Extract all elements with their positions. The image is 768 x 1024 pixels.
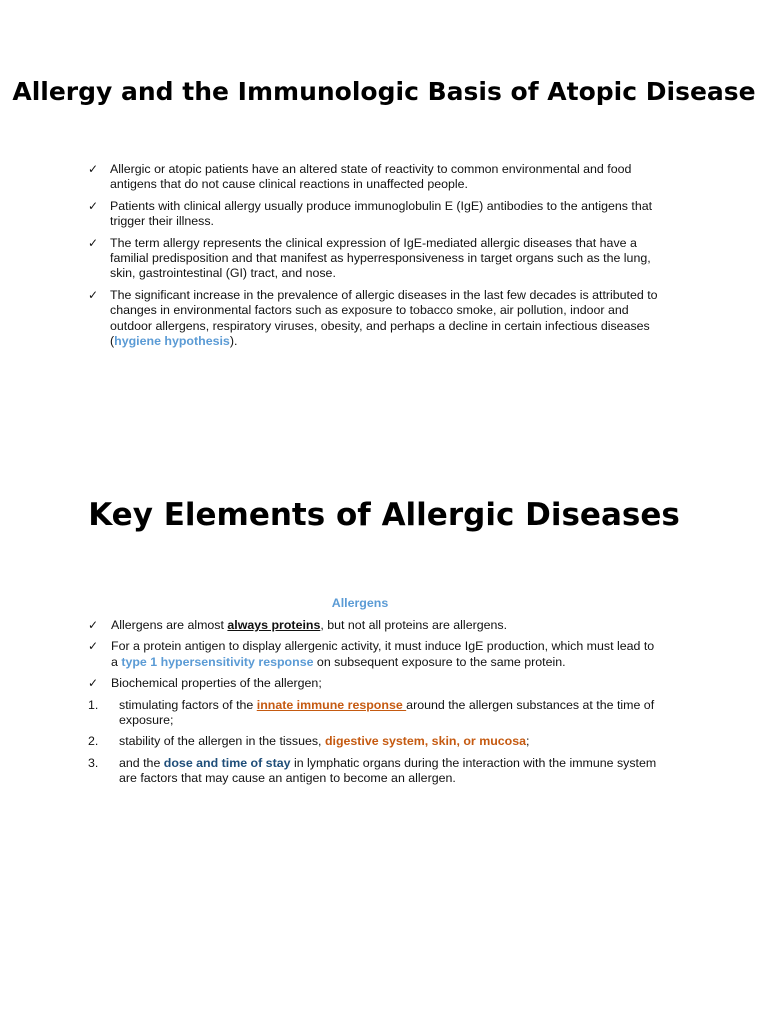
list-number: 2. [88, 734, 99, 749]
numbered-text [119, 734, 529, 748]
bullet-text: The term allergy represents the clinical expression of IgE-mediated allergic diseases that have a familial predisposition and that manifest as hyperresponsiveness in target organs such as the lung, skin, gastrointestinal (GI) tract, and nose. [110, 235, 651, 281]
type1-hypersensitivity-highlight: type 1 hypersensitivity response [121, 654, 314, 669]
checkmark-icon: ✓ [88, 287, 99, 302]
numbered-text-start: stimulating factors of the [119, 697, 257, 712]
bullet-text-start: The significant increase in the prevalence of allergic diseases in the last few decades is attributed to changes in environmental factors such as exposure to tobacco smoke, air pollution, indoor and outdoor allergens, respiratory viruses, obesity, and perhaps a decline in certain infectious diseases ( [110, 287, 658, 349]
numbered-text-start: stability of the allergen in the tissues, [119, 734, 325, 749]
checkmark-icon: ✓ [88, 235, 99, 250]
list-item [88, 236, 658, 282]
dose-time-highlight: dose and time of stay [163, 755, 291, 770]
checkmark-icon: ✓ [88, 162, 99, 176]
digestive-system-highlight: digestive system, skin, or mucosa [324, 734, 527, 749]
list-item [88, 676, 658, 691]
bullet-text [110, 288, 658, 348]
numbered-text-end: around the allergen substances at the time of exposure; [119, 697, 655, 728]
numbered-text-end: in lymphatic organs during the interaction with the immune system are factors that may cause an antigen to become an allergen. [119, 755, 657, 786]
checkmark-icon: ✓ [88, 618, 99, 632]
checkmark-icon: ✓ [88, 198, 99, 213]
hygiene-hypothesis-highlight: hygiene hypothesis [114, 334, 230, 349]
list-item [88, 618, 658, 633]
bullet-text: Allergic or atopic patients have an altered state of reactivity to common environmental and food antigens that do not cause clinical reactions in unaffected people. [110, 162, 632, 192]
numbered-text [119, 756, 656, 785]
bullet-text-end: on subsequent exposure to the same protein. [313, 654, 566, 669]
checkmark-icon: ✓ [88, 676, 99, 691]
innate-immune-response-highlight: innate immune response [256, 697, 407, 712]
section1-title: Allergy and the Immunologic Basis of Atopic Disease [12, 77, 756, 106]
numbered-text-start: and the [119, 755, 164, 770]
list-number: 1. [88, 697, 99, 712]
numbered-item [88, 756, 658, 787]
numbered-item [88, 698, 658, 729]
numbered-text-end: ; [526, 734, 530, 749]
section2-content [88, 596, 658, 793]
bullet-text [111, 639, 654, 668]
bullet-text: Biochemical properties of the allergen; [111, 676, 322, 691]
section2-title: Key Elements of Allergic Diseases [88, 497, 680, 533]
numbered-item [88, 734, 658, 749]
bullet-text [111, 618, 507, 632]
always-proteins-emphasis: always proteins [227, 618, 321, 632]
bullet-text-start: Allergens are almost [111, 618, 228, 632]
checkmark-icon: ✓ [88, 639, 99, 654]
section1-bullet-list [88, 162, 658, 355]
numbered-text [119, 698, 654, 727]
list-item [88, 288, 658, 350]
list-item [88, 639, 658, 670]
allergens-subheading: Allergens [331, 596, 389, 610]
bullet-text-end: , but not all proteins are allergens. [320, 618, 508, 632]
bullet-text: Patients with clinical allergy usually produce immunoglobulin E (IgE) antibodies to the antigens that trigger their illness. [110, 198, 653, 229]
list-item [88, 162, 658, 193]
bullet-text-start: For a protein antigen to display allergenic activity, it must induce IgE production, which must lead to a [111, 639, 655, 669]
list-item [88, 199, 658, 230]
bullet-text-end: ). [229, 334, 238, 349]
list-number: 3. [88, 755, 99, 770]
